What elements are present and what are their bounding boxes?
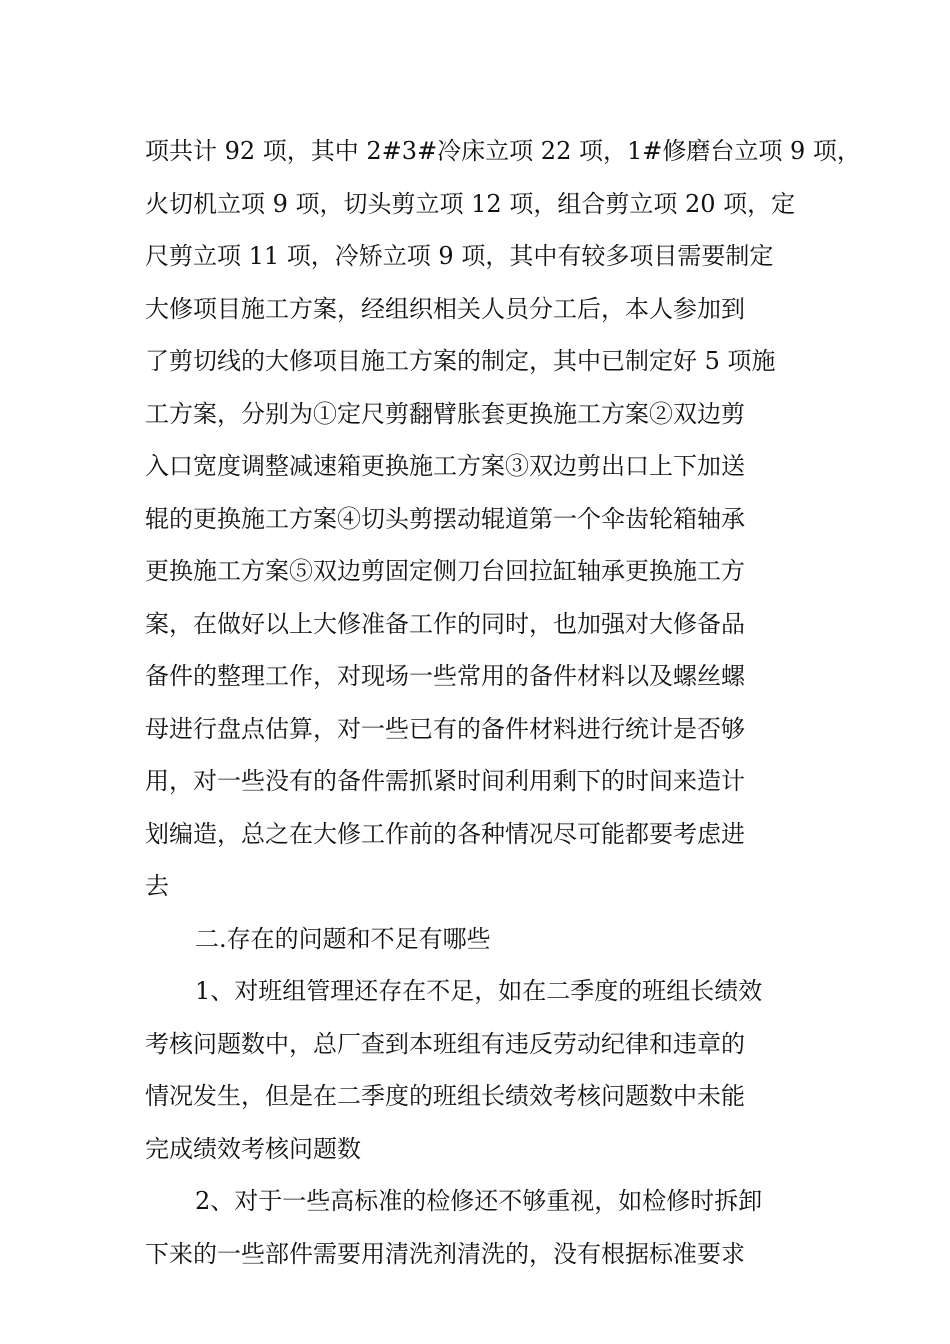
text-line: 用，对一些没有的备件需抓紧时间利用剩下的时间来造计 — [145, 767, 745, 795]
text-line: 尺剪立项 11 项，冷矫立项 9 项，其中有较多项目需要制定 — [145, 242, 774, 270]
text-line: 了剪切线的大修项目施工方案的制定，其中已制定好 5 项施 — [145, 347, 776, 375]
text-line: 2、对于一些高标准的检修还不够重视，如检修时拆卸 — [195, 1187, 763, 1215]
text-line: 去 — [145, 872, 169, 900]
text-line: 情况发生，但是在二季度的班组长绩效考核问题数中未能 — [145, 1082, 745, 1110]
text-line: 案，在做好以上大修准备工作的同时，也加强对大修备品 — [145, 609, 745, 638]
text-line: 母进行盘点估算，对一些已有的备件材料进行统计是否够 — [145, 714, 745, 743]
text-line: 项共计 92 项，其中 2#3#冷床立项 22 项，1#修磨台立项 9 项， — [145, 137, 861, 165]
text-line: 辊的更换施工方案④切头剪摆动辊道第一个伞齿轮箱轴承 — [145, 504, 745, 533]
text-line: 入口宽度调整减速箱更换施工方案③双边剪出口上下加送 — [145, 452, 745, 480]
text-line: 火切机立项 9 项，切头剪立项 12 项，组合剪立项 20 项，定 — [145, 189, 796, 218]
text-line: 考核问题数中，总厂查到本班组有违反劳动纪律和违章的 — [145, 1029, 745, 1058]
text-line: 大修项目施工方案，经组织相关人员分工后，本人参加到 — [145, 294, 745, 323]
text-line: 划编造，总之在大修工作前的各种情况尽可能都要考虑进 — [145, 819, 745, 848]
text-line: 更换施工方案⑤双边剪固定侧刀台回拉缸轴承更换施工方 — [145, 557, 745, 585]
text-line: 完成绩效考核问题数 — [145, 1134, 361, 1163]
paragraph-1 — [145, 125, 861, 913]
document-body — [145, 125, 861, 1280]
paragraph-3 — [145, 1175, 825, 1280]
paragraph-2 — [145, 965, 825, 1175]
section-heading: 二.存在的问题和不足有哪些 — [195, 924, 491, 953]
text-line: 下来的一些部件需要用清洗剂清洗的，没有根据标准要求 — [145, 1239, 745, 1268]
text-line: 1、对班组管理还存在不足，如在二季度的班组长绩效 — [195, 977, 763, 1005]
text-line: 备件的整理工作，对现场一些常用的备件材料以及螺丝螺 — [145, 662, 745, 690]
text-line: 工方案，分别为①定尺剪翻臂胀套更换施工方案②双边剪 — [145, 399, 745, 428]
